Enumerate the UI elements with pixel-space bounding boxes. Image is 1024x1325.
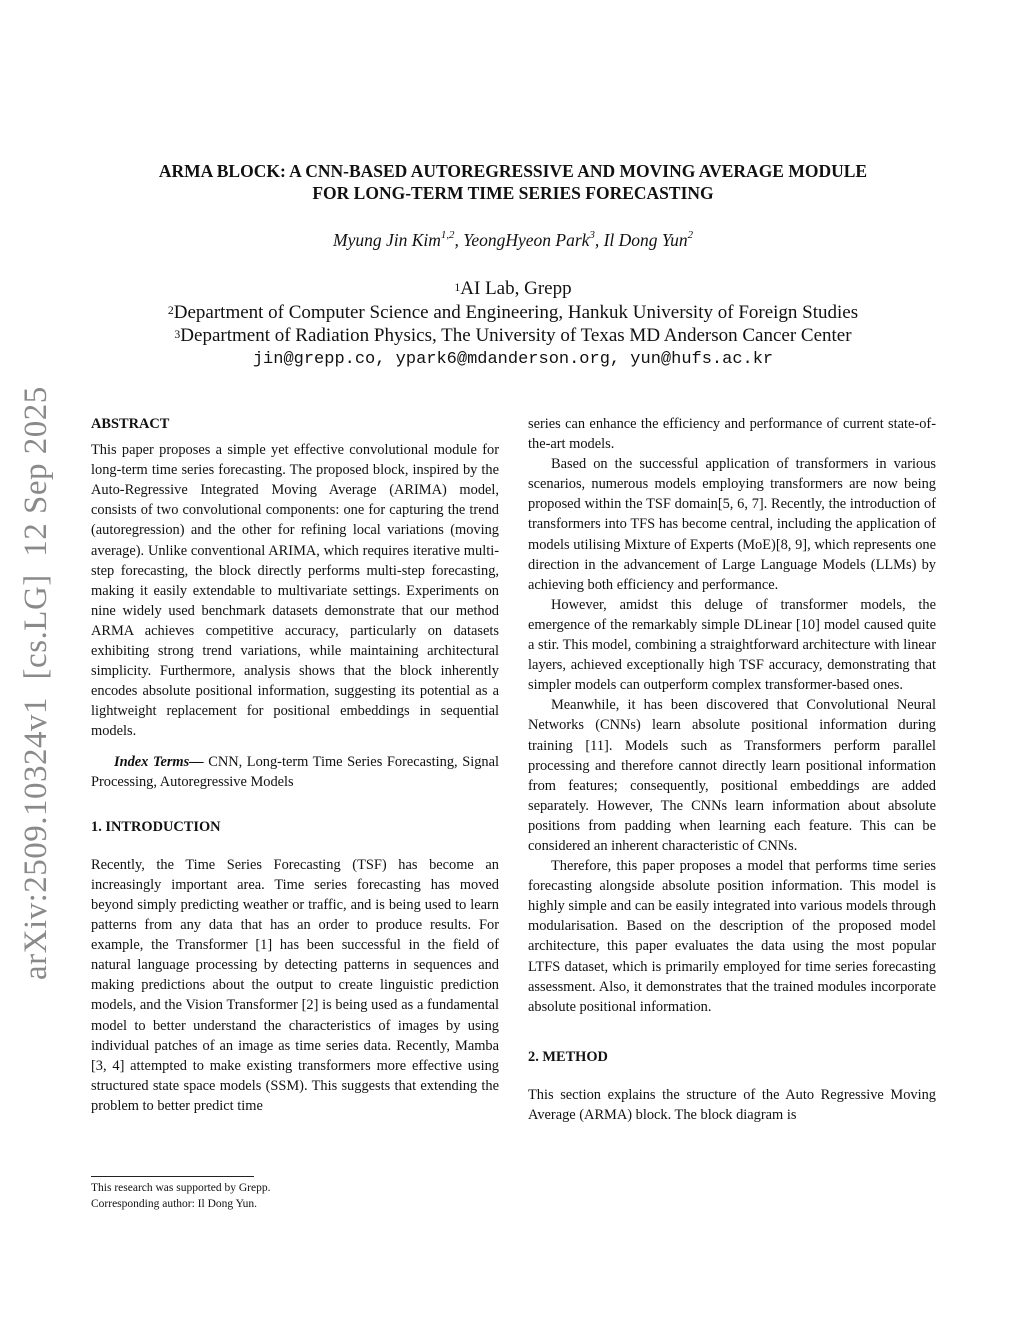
author-emails: jin@grepp.co, ypark6@mdanderson.org, yun@hufs.ac.kr bbox=[252, 349, 774, 369]
affiliation-sup: 3 bbox=[174, 327, 181, 341]
title-line-1: ARMA BLOCK: A CNN-BASED AUTOREGRESSIVE AND MOVING AVERAGE MODULE bbox=[158, 161, 868, 181]
intro-paragraph: Based on the successful application of transformers in various scenarios, numerous models employing transformers are now being proposed within the TSF domain[5, 6, 7]. Recently, the introduction of transformers into TFS has become central, including the application of models utilising Mixture of Experts (MoE)[8, 9], which represents one direction in the advancement of Large Language Models (LLMs) by achieving both efficiency and performance. bbox=[528, 456, 936, 593]
author-name: Il Dong Yun bbox=[603, 230, 688, 250]
affiliation-sup: 1 bbox=[454, 280, 461, 294]
author-separator: , bbox=[454, 230, 464, 250]
right-column bbox=[528, 414, 936, 1125]
intro-paragraph: However, amidst this deluge of transformer models, the emergence of the remarkably simple DLinear [10] model caused quite a stir. This model, combining a straightforward architecture with linear layers, achieved exceptionally high TSF accuracy, demonstrating that simpler models can outperform complex transformer-based ones. bbox=[528, 596, 936, 694]
index-terms-text: CNN, Long-term Time Series Forecasting, Signal Processing, Autoregressive Models bbox=[91, 753, 499, 790]
affiliation-line bbox=[90, 277, 936, 301]
intro-paragraph: Recently, the Time Series Forecasting (TSF) has become an increasingly important area. Time series forecasting has moved beyond simply predicting weather or traffic, and is being used to learn patterns from any data that has an order to produce results. For example, the Transformer [1] has been successful in the field of natural language processing by detecting patterns in sequences and making predictions about the output to create linguistic prediction models, and the Vision Transformer [2] is being used as a fundamental model to better understand the characteristics of images by using individual patches of an image as time series data. Recently, Mamba [3, 4] attempted to make existing transformers more effective using structured state space models (SSM). This suggests that extending the problem to better predict time bbox=[91, 856, 499, 1114]
method-heading: 2. METHOD bbox=[528, 1048, 608, 1065]
affiliation-text: AI Lab, Grepp bbox=[460, 278, 572, 299]
introduction-heading: 1. INTRODUCTION bbox=[91, 818, 221, 835]
footnote-corresponding: Corresponding author: Il Dong Yun. bbox=[91, 1198, 257, 1210]
author-name: YeongHyeon Park bbox=[463, 230, 590, 250]
abstract-text: This paper proposes a simple yet effective convolutional module for long-term time series forecasting. The proposed block, inspired by the Auto-Regressive Integrated Moving Average (ARIMA) model, consists of two convolutional components: one for capturing the trend (autoregression) and the other for refining local variations (moving average). Unlike conventional ARIMA, which requires iterative multi-step forecasting, the block directly performs multi-step forecasting, making it easily extendable to multivariate settings. Experiments on nine widely used benchmark datasets demonstrate that our method ARMA achieves competitive accuracy, particularly on datasets exhibiting strong trend variations, while maintaining architectural simplicity. Furthermore, analysis shows that the block inherently encodes absolute positional information, suggesting its potential as a lightweight replacement for positional embeddings in sequential models. bbox=[91, 442, 499, 740]
left-column bbox=[91, 414, 499, 1116]
footnote-rule bbox=[91, 1176, 254, 1177]
affiliation-line bbox=[90, 301, 936, 325]
abstract-heading: ABSTRACT bbox=[91, 416, 170, 432]
author-affil-sup: 3 bbox=[589, 228, 595, 241]
footnote-funding: This research was supported by Grepp. bbox=[91, 1182, 271, 1194]
author-name: Myung Jin Kim bbox=[333, 230, 441, 250]
intro-paragraph-continued: series can enhance the efficiency and performance of current state-of-the-art models. bbox=[528, 416, 936, 453]
author-list bbox=[90, 230, 936, 251]
author-separator: , bbox=[594, 230, 604, 250]
intro-paragraph: Meanwhile, it has been discovered that Convolutional Neural Networks (CNNs) learn absolute positional information during training [11]. Models such as Transformers perform parallel processing and therefore cannot directly learn positional information from features; consequently, positional embeddings are added separately. However, The CNNs learn information about absolute positions from padding when learning each feature. This can be considered an inherent characteristic of CNNs. bbox=[528, 697, 936, 854]
method-paragraph: This section explains the structure of the Auto Regressive Moving Average (ARMA) block. The block diagram is bbox=[528, 1086, 936, 1123]
affiliation-text: Department of Computer Science and Engineering, Hankuk University of Foreign Studies bbox=[173, 301, 859, 323]
affiliation-line bbox=[90, 324, 936, 348]
affiliation-text: Department of Radiation Physics, The University of Texas MD Anderson Cancer Center bbox=[180, 325, 852, 346]
affiliation-sup: 2 bbox=[167, 304, 174, 318]
arxiv-identifier: arXiv:2509.10324v1 [cs.LG] 12 Sep 2025 bbox=[18, 386, 54, 980]
paper-title bbox=[90, 160, 936, 204]
intro-paragraph: Therefore, this paper proposes a model that performs time series forecasting alongside absolute position information. This model is highly simple and can be easily integrated into various models through modularisation. Based on the description of the proposed model architecture, this paper evaluates the data using the most popular LTFS dataset, which is primarily employed for time series forecasting assessment. Also, it demonstrates that the trained modules incorporate absolute positional information. bbox=[528, 858, 936, 1015]
index-terms-label: Index Terms— bbox=[114, 753, 204, 770]
index-terms bbox=[91, 752, 499, 792]
author-affil-sup: 1,2 bbox=[440, 228, 455, 241]
affiliations bbox=[90, 277, 936, 371]
footnotes bbox=[91, 1176, 499, 1212]
author-affil-sup: 2 bbox=[687, 228, 693, 241]
title-line-2: FOR LONG-TERM TIME SERIES FORECASTING bbox=[312, 183, 714, 203]
